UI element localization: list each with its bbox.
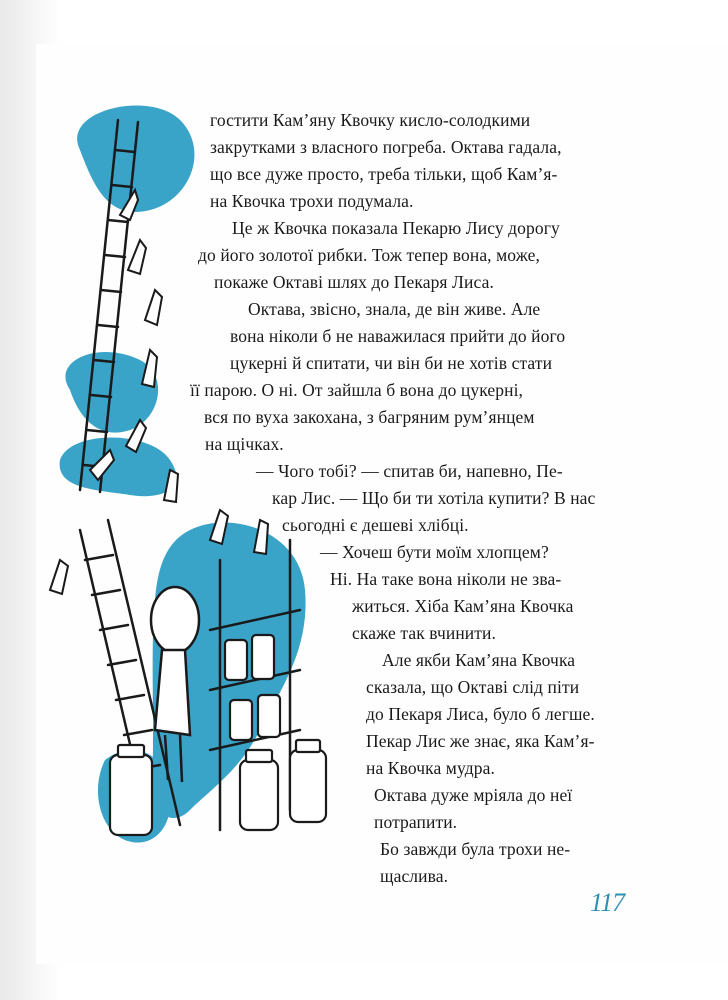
text-line: потрапити.: [374, 812, 458, 832]
text-line: Октава дуже мріяла до неї: [374, 785, 573, 805]
text-line: Це ж Квочка показала Пекарю Лису дорогу: [232, 218, 560, 238]
text-line: сказала, що Октаві слід піти: [366, 677, 580, 697]
text-line: до Пекаря Лиса, було б легше.: [366, 704, 595, 724]
text-line: що все дуже просто, треба тільки, щоб Кам’я-: [210, 164, 558, 184]
text-line: Пекар Лис же знає, яка Кам’я-: [366, 731, 595, 751]
text-line: Ні. На таке вона ніколи не зва-: [330, 569, 562, 589]
text-line: цукерні й спитати, чи він би не хотів стати: [230, 353, 553, 373]
text-line: Бо завжди була трохи не-: [380, 839, 571, 859]
text-line: на Квочка мудра.: [366, 758, 495, 778]
text-line: — Хочеш бути моїм хлопцем?: [320, 542, 549, 562]
text-line: Октава, звісно, знала, де він живе. Але: [248, 299, 541, 319]
text-line: її парою. О ні. От зайшла б вона до цукерні,: [190, 380, 524, 400]
page-number: 117: [590, 888, 625, 917]
text-line: Але якби Кам’яна Квочка: [382, 650, 576, 670]
text-line: на Квочка трохи подумала.: [210, 191, 414, 211]
text-line: на щічках.: [205, 434, 284, 454]
text-line: вона ніколи б не наважилася прийти до його: [230, 326, 566, 346]
text-line: скаже так вчинити.: [352, 623, 496, 643]
text-line: закрутками з власного погреба. Октава гадала,: [210, 137, 562, 157]
text-line: щаслива.: [380, 866, 449, 886]
text-line: житься. Хіба Кам’яна Квочка: [352, 596, 574, 616]
text-line: вся по вуха закохана, з багряним рум’янцем: [204, 407, 535, 427]
text-line: до його золотої рибки. Тож тепер вона, може,: [198, 245, 541, 265]
text-line: гостити Кам’яну Квочку кисло-солодкими: [210, 110, 531, 130]
text-line: — Чого тобі? — спитав би, напевно, Пе-: [256, 461, 563, 481]
text-line: сьогодні є дешеві хлібці.: [282, 515, 469, 535]
text-line: покаже Октаві шлях до Пекаря Лиса.: [214, 272, 494, 292]
text-line: кар Лис. — Що би ти хотіла купити? В нас: [272, 488, 596, 508]
